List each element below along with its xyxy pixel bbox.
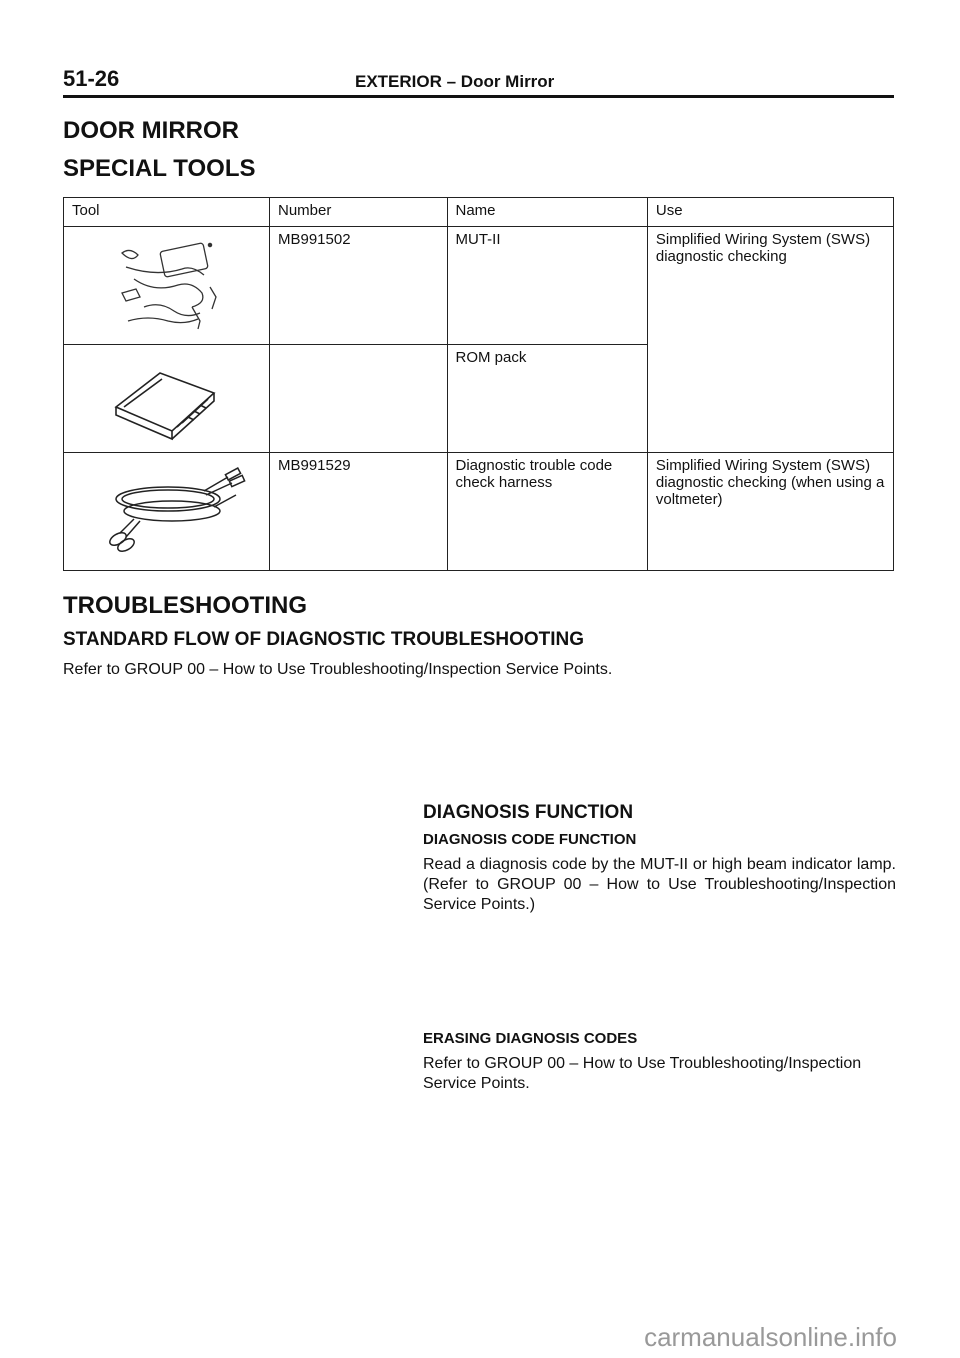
tool-image-cell bbox=[64, 345, 270, 453]
tool-name: Diagnostic trouble code check harness bbox=[447, 453, 647, 571]
page-number: 51-26 bbox=[63, 66, 120, 91]
troubleshooting-text: Refer to GROUP 00 – How to Use Troubleshooting/Inspection Service Points. bbox=[63, 661, 613, 678]
troubleshooting-heading: TROUBLESHOOTING bbox=[63, 592, 307, 619]
erasing-codes-text: Refer to GROUP 00 – How to Use Troubleshooting/Inspection Service Points. bbox=[423, 1055, 862, 1092]
mut-ii-tool-icon bbox=[64, 227, 269, 343]
standard-flow-heading: STANDARD FLOW OF DIAGNOSTIC TROUBLESHOOTING bbox=[63, 629, 585, 650]
tool-image-cell bbox=[64, 453, 270, 571]
door-mirror-heading: DOOR MIRROR bbox=[63, 117, 239, 144]
erasing-codes-heading: ERASING DIAGNOSIS CODES bbox=[423, 1030, 638, 1047]
diagnosis-code-function-text: Read a diagnosis code by the MUT-II or high beam indicator lamp. (Refer to GROUP 00 – How to Use Troubleshooting/Inspection Service Points.) bbox=[423, 856, 896, 913]
diagnosis-code-function-heading: DIAGNOSIS CODE FUNCTION bbox=[423, 831, 637, 848]
rom-pack-icon bbox=[64, 345, 269, 451]
tool-name: ROM pack bbox=[447, 345, 647, 453]
table-header-row bbox=[64, 198, 894, 227]
tool-name: MUT-II bbox=[447, 227, 647, 345]
column-header-number: Number bbox=[270, 198, 448, 227]
tool-number: MB991529 bbox=[270, 453, 448, 571]
column-header-tool: Tool bbox=[64, 198, 270, 227]
special-tools-heading: SPECIAL TOOLS bbox=[63, 155, 256, 182]
header-rule bbox=[63, 95, 894, 98]
table-row bbox=[64, 453, 894, 571]
column-header-name: Name bbox=[447, 198, 647, 227]
diagnosis-function-heading: DIAGNOSIS FUNCTION bbox=[423, 802, 634, 823]
tool-use: Simplified Wiring System (SWS) diagnostic checking bbox=[647, 227, 893, 453]
section-title: EXTERIOR – Door Mirror bbox=[355, 72, 555, 91]
tool-number bbox=[270, 345, 448, 453]
tool-number: MB991502 bbox=[270, 227, 448, 345]
special-tools-table bbox=[63, 197, 894, 571]
check-harness-icon bbox=[64, 453, 269, 569]
watermark: carmanualsonline.info bbox=[644, 1322, 897, 1352]
tool-use: Simplified Wiring System (SWS) diagnostic checking (when using a voltmeter) bbox=[647, 453, 893, 571]
table-row bbox=[64, 227, 894, 345]
column-header-use: Use bbox=[647, 198, 893, 227]
tool-image-cell bbox=[64, 227, 270, 345]
